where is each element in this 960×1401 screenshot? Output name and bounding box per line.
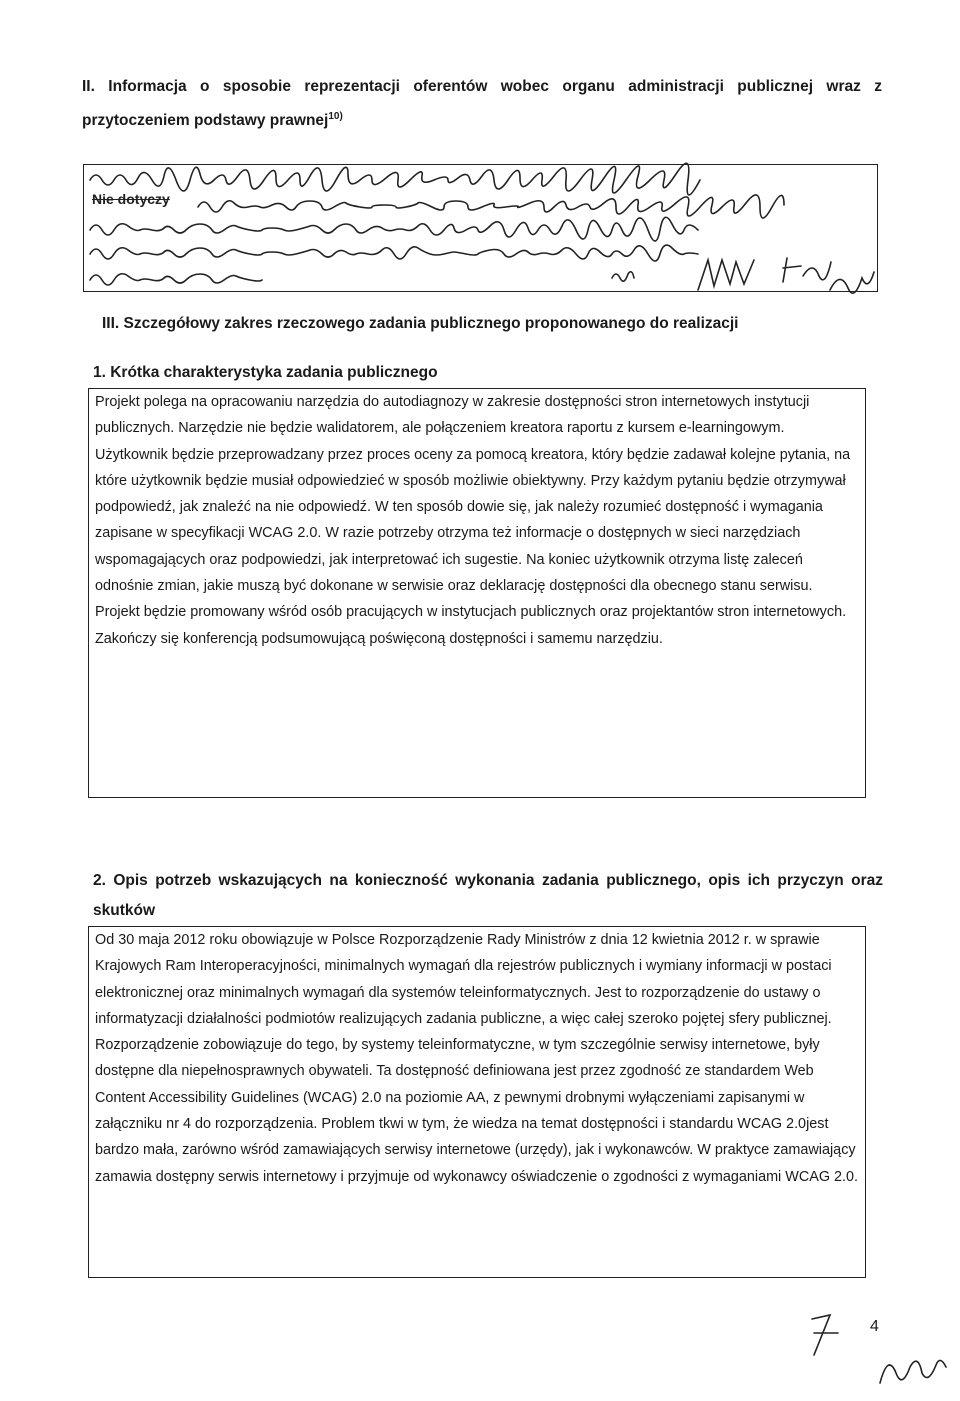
item-2-content-box xyxy=(88,926,866,1278)
item-1-content-box xyxy=(88,388,866,798)
section-2-heading xyxy=(82,72,882,136)
page-number: 4 xyxy=(870,1318,879,1335)
footnote-ref: 10) xyxy=(328,111,343,122)
item-1-paragraph: Projekt będzie promowany wśród osób pracujących w instytucjach publicznych oraz projektantów stron internetowych. Zakończy się konferencją podsumowującą poświęconą dostępności i samemu narzędziu. xyxy=(95,604,847,647)
section-2-heading-text: II. Informacja o sposobie reprezentacji oferentów wobec organu administracji publicznej wraz z przytoczeniem podstawy prawnej xyxy=(82,78,882,130)
item-1-paragraph: Projekt polega na opracowaniu narzędzia do autodiagnozy w zakresie dostępności stron internetowych instytucji publicznych. Narzędzie nie będzie walidatorem, ale połączeniem kreatora raportu z kursem e-learningowym. Użytkownik będzie przeprowadzany przez proces oceny za pomocą kreatora, który będzie zadawał kolejne pytania, na które użytkownik będzie musiał odpowiedzieć w sposób możliwie obiektywny. Przy każdym pytaniu będzie otrzymywał podpowiedź, jak znaleźć na nie odpowiedź. W ten sposób dowie się, jak należy rozumieć dostępność i wymagania zapisane w specyfikacji WCAG 2.0. W razie potrzeby otrzyma też informacje o dostępnych w sieci narzędziach wspomagających oraz podpowiedzi, jak interpretować ich sugestie. Na koniec użytkownik otrzyma listę zaleceń odnośnie zmian, jakie muszą być dokonane w serwisie oraz deklarację dostępności dla obecnego stanu serwisu. xyxy=(95,394,851,595)
item-2-paragraph: Od 30 maja 2012 roku obowiązuje w Polsce Rozporządzenie Rady Ministrów z dnia 12 kwietnia 2012 r. w sprawie Krajowych Ram Interoperacyjności, minimalnych wymagań dla rejestrów publicznych i wymiany informacji w postaci elektronicznej oraz minimalnych wymagań dla systemów teleinformatycznych. Jest to rozporządzenie do ustawy o informatyzacji działalności podmiotów realizujących zadania publiczne, a więc całej szeroko pojętej sfery publicznej. Rozporządzenie zobowiązuje do tego, by systemy teleinformatyczne, w tym szczególnie serwisy internetowe, były dostępne dla niepełnosprawnych obywateli. Ta dostępność definiowana jest przez zgodność ze standardem Web Content Accessibility Guidelines (WCAG) 2.0 na poziomie AA, z pewnymi drobnymi wyłączeniami zapisanymi w załączniku nr 4 do rozporządzenia. Problem tkwi w tym, że wiedza na temat dostępności i standardu WCAG 2.0jest bardzo mała, zarówno wśród zamawiających serwisy internetowe (urzędy), jak i wykonawców. W praktyce zamawiający zamawia dostępny serwis internetowy i przyjmuje od wykonawcy oświadczenie o zgodności z wymaganiami WCAG 2.0. xyxy=(95,932,859,1185)
not-applicable-label-struck: Nie dotyczy xyxy=(92,191,170,207)
section-3-heading: III. Szczegółowy zakres rzeczowego zadania publicznego proponowanego do realizacji xyxy=(102,315,739,332)
item-2-heading: 2. Opis potrzeb wskazujących na konieczność wykonania zadania publicznego, opis ich przyczyn oraz skutków xyxy=(93,872,883,919)
item-1-heading: 1. Krótka charakterystyka zadania publicznego xyxy=(93,364,438,381)
handwritten-note-image xyxy=(78,150,888,325)
